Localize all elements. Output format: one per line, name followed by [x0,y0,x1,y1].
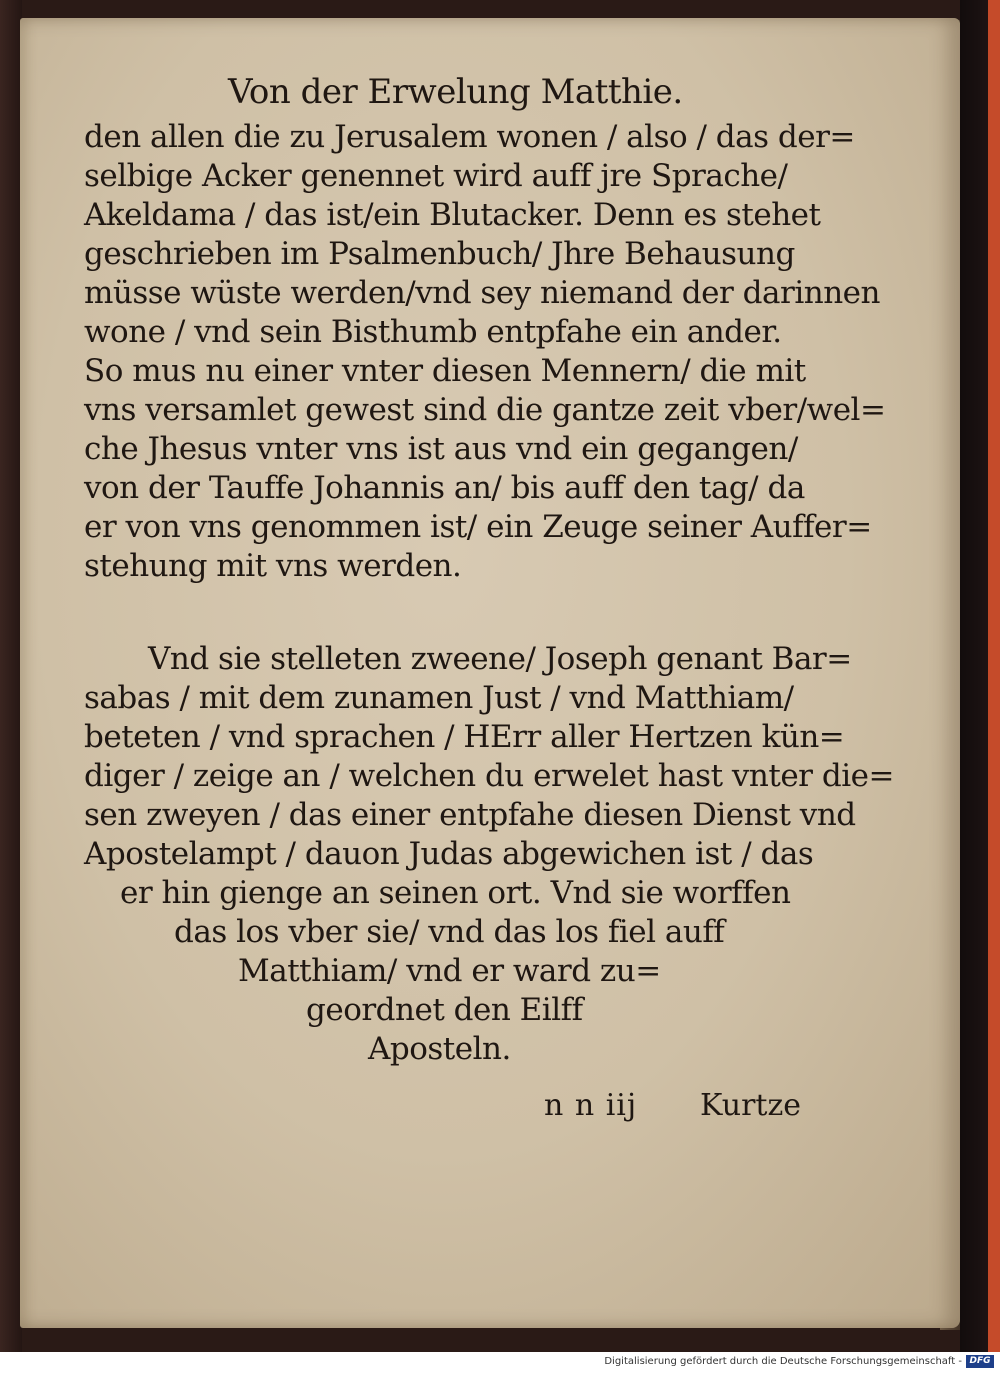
paragraph-1 [84,118,885,586]
text-line: Aposteln. [368,1031,511,1067]
dfg-logo: DFG [966,1355,994,1368]
text-line: stehung mit vns werden. [84,548,462,584]
text-line: müsse wüste werden/vnd sey niemand der darinnen [84,275,880,311]
signature-mark: n n iij [544,1088,638,1123]
text-line: er hin gienge an seinen ort. Vnd sie worffen [120,875,791,911]
text-line: diger / zeige an / welchen du erwelet hast vnter die= [84,758,894,794]
text-line: Apostelampt / dauon Judas abgewichen ist / das [84,836,814,872]
text-line: che Jhesus vnter vns ist aus vnd ein gegangen/ [84,431,798,467]
text-line: geschrieben im Psalmenbuch/ Jhre Behausung [84,236,795,272]
color-calibration-strip [988,0,1000,1352]
text-line: geordnet den Eilff [306,992,583,1028]
text-line: sabas / mit dem zunamen Just / vnd Matthiam/ [84,680,794,716]
funding-credit: Digitalisierung gefördert durch die Deutsche Forschungsgemeinschaft - [604,1356,962,1367]
text-line: das los vber sie/ vnd das los fiel auff [174,914,725,950]
text-line: sen zweyen / das einer entpfahe diesen Dienst vnd [84,797,856,833]
left-book-edge [0,0,22,1352]
text-line: Matthiam/ vnd er ward zu= [238,953,661,989]
catchword: Kurtze [700,1088,802,1123]
text-line: von der Tauffe Johannis an/ bis auff den tag/ da [84,470,805,506]
text-line: selbige Acker genennet wird auff jre Sprache/ [84,158,788,194]
text-line: Akeldama / das ist/ein Blutacker. Denn es stehet [84,197,821,233]
text-line: beteten / vnd sprachen / HErr aller Hertzen kün= [84,719,845,755]
text-line: vns versamlet gewest sind die gantze zeit vber/wel= [84,392,886,428]
running-head: Von der Erwelung Matthie. [228,72,683,112]
text-line: Vnd sie stelleten zweene/ Joseph genant Bar= [148,641,852,677]
paragraph-2 [84,640,894,1069]
text-line: wone / vnd sein Bisthumb entpfahe ein ander. [84,314,782,350]
text-line: er von vns genommen ist/ ein Zeuge seiner Auffer= [84,509,872,545]
text-line: So mus nu einer vnter diesen Mennern/ die mit [84,353,806,389]
text-line: den allen die zu Jerusalem wonen / also / das der= [84,119,855,155]
